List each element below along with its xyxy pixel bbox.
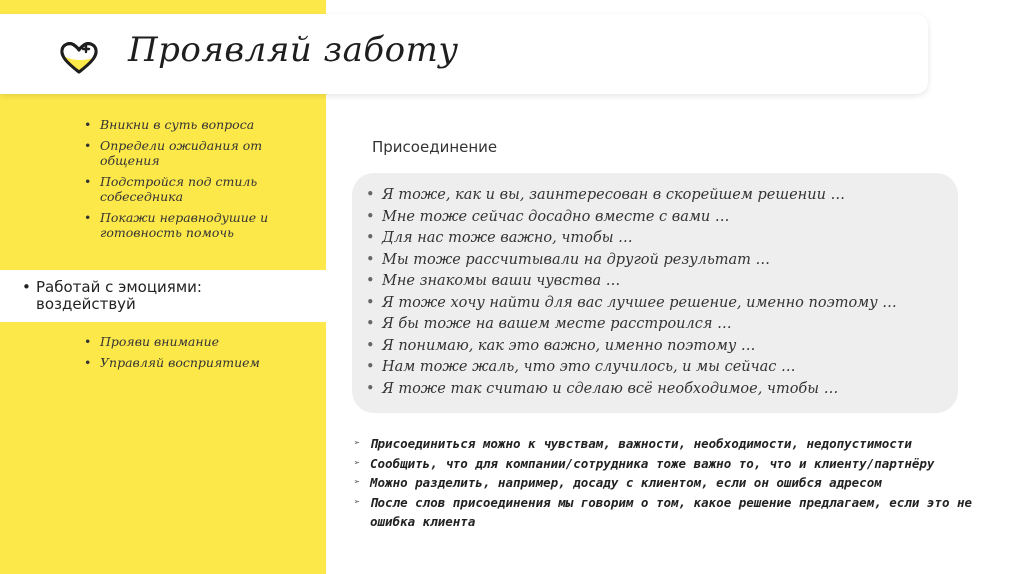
phrase-item: • Я понимаю, как это важно, именно поэтому … <box>366 336 946 358</box>
notes-list <box>354 434 994 532</box>
phrase-item: • Мне знакомы ваши чувства … <box>366 271 946 293</box>
phrase-item: • Я тоже, как и вы, заинтересован в скорейшем решении … <box>366 185 946 207</box>
left-bottom-list <box>84 334 270 376</box>
page-title: Проявляй заботу <box>128 30 459 70</box>
phrase-item: • Мне тоже сейчас досадно вместе с вами … <box>366 207 946 229</box>
phrase-item: • Я бы тоже на вашем месте расстроился … <box>366 314 946 336</box>
list-item: • Подстройся под стиль собеседника <box>84 174 270 204</box>
list-item: • Управляй восприятием <box>84 355 270 370</box>
section-heading: Присоединение <box>372 138 498 156</box>
emotion-heading-line: Работай с эмоциями: <box>36 278 202 296</box>
emotion-heading-line: воздействуй <box>36 295 136 313</box>
phrase-item: • Для нас тоже важно, чтобы … <box>366 228 946 250</box>
phrase-item: • Я тоже так считаю и сделаю всё необходимое, чтобы … <box>366 379 946 401</box>
list-item: • Вникни в суть вопроса <box>84 117 270 132</box>
note-item: ➢ Сообщить, что для компании/сотрудника тоже важно то, что и клиенту/партнёру <box>354 454 994 474</box>
note-item: ➢ Можно разделить, например, досаду с клиентом, если он ошибся адресом <box>354 473 994 493</box>
left-top-list <box>84 117 270 246</box>
heart-plus-icon <box>58 40 100 76</box>
note-item: ➢ Присоединиться можно к чувствам, важности, необходимости, недопустимости <box>354 434 994 454</box>
phrase-item: • Мы тоже рассчитывали на другой результат … <box>366 250 946 272</box>
phrase-item: • Я тоже хочу найти для вас лучшее решение, именно поэтому … <box>366 293 946 315</box>
emotion-heading: • Работай с эмоциями: воздействуй <box>22 279 322 313</box>
list-item: • Прояви внимание <box>84 334 270 349</box>
list-item: • Определи ожидания от общения <box>84 138 270 168</box>
list-item: • Покажи неравнодушие и готовность помочь <box>84 210 270 240</box>
note-item: ➢ После слов присоединения мы говорим о том, какое решение предлагаем, если это не ошибка клиента <box>354 493 994 532</box>
phrase-list <box>366 185 946 400</box>
phrase-item: • Нам тоже жаль, что это случилось, и мы сейчас … <box>366 357 946 379</box>
